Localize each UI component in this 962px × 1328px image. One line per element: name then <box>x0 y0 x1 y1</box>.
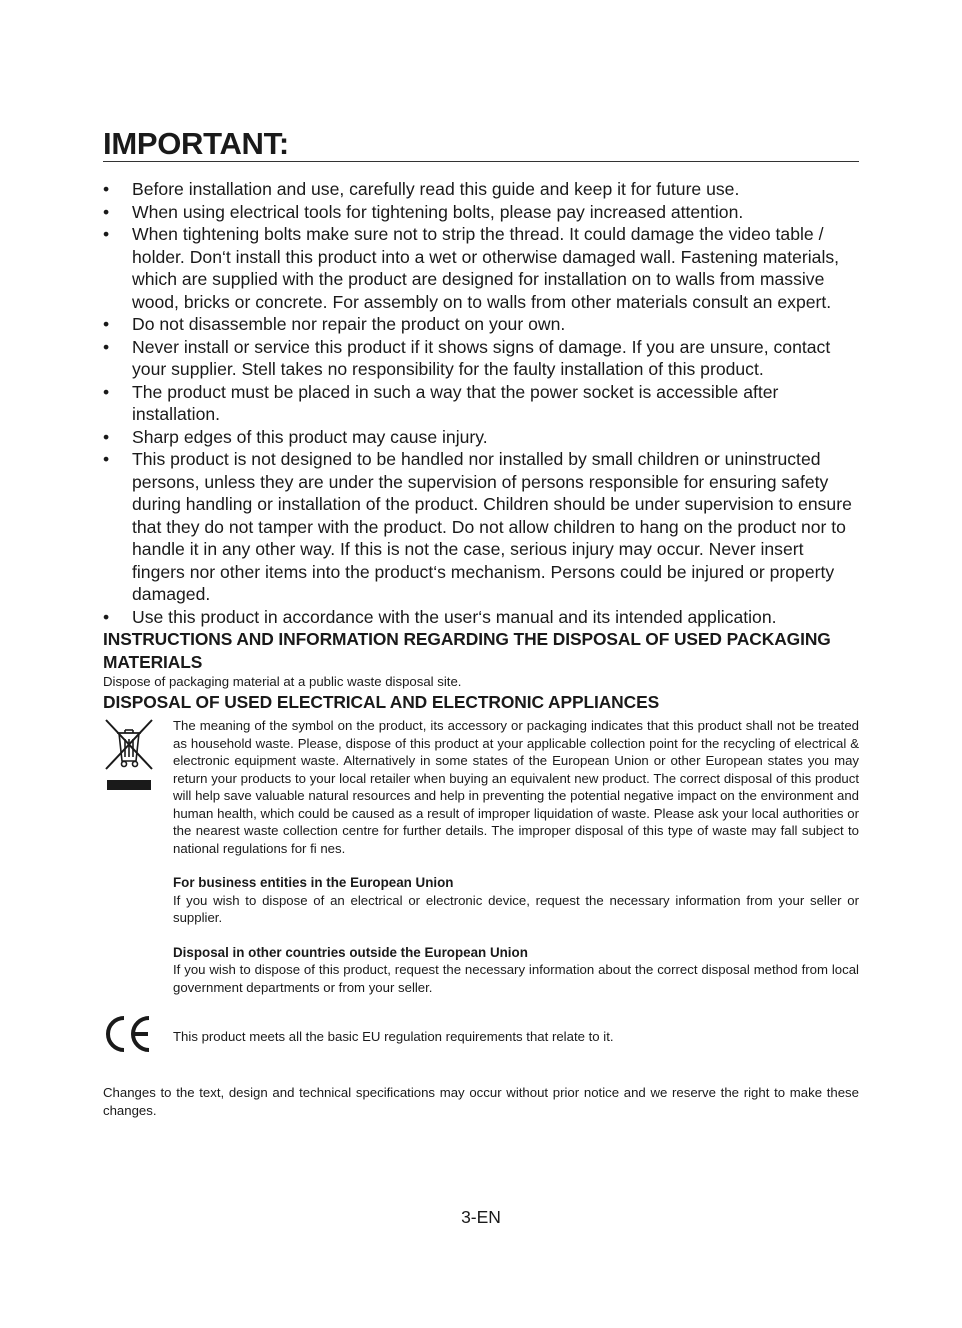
page-number: 3-EN <box>461 1207 501 1227</box>
page-title: IMPORTANT: <box>103 127 859 162</box>
important-list <box>103 178 859 628</box>
packaging-text: Dispose of packaging material at a public waste disposal site. <box>103 674 462 689</box>
packaging-heading: INSTRUCTIONS AND INFORMATION REGARDING THE DISPOSAL OF USED PACKAGING MATERIALS <box>103 629 831 672</box>
business-heading: For business entities in the European Union <box>173 875 454 890</box>
list-item: • Before installation and use, carefully read this guide and keep it for future use. <box>103 179 740 199</box>
changes-notice: Changes to the text, design and technical specifications may occur without prior notice and we reserve the right to make these changes. <box>103 1085 859 1118</box>
list-item: • When using electrical tools for tightening bolts, please pay increased attention. <box>103 201 744 222</box>
business-text: If you wish to dispose of an electrical or electronic device, request the necessary information from your seller or supplier. <box>173 892 859 925</box>
ce-section <box>103 1014 859 1059</box>
ce-text: This product meets all the basic EU regulation requirements that relate to it. <box>173 1028 614 1044</box>
crossed-bin-icon <box>103 717 173 996</box>
other-countries-heading: Disposal in other countries outside the European Union <box>173 944 528 960</box>
list-item: • When tightening bolts make sure not to strip the thread. It could damage the video table / holder. Don‘t install this product into a wet or otherwise damaged wall. Fastening materials, which are supplied with the product are designed for installation on to walls from massive wood, bricks or concrete. For assembly on to walls from other materials consult an expert. <box>103 224 840 312</box>
list-item: • Never install or service this product if it shows signs of damage. If you are unsure, contact your supplier. Stell takes no responsibility for the faulty installation of this product. <box>103 336 831 379</box>
weee-text: The meaning of the symbol on the product, its accessory or packaging indicates that this product shall not be treated as household waste. Please, dispose of this product at your applicable collection point for the recycling of electrical & electronic equipment waste. Alternatively in some states of the European Union or other European states you may return your products to your local retailer when buying an equivalent new product. The correct disposal of this product will help save valuable natural resources and help in preventing the potential negative impact on the environment and human health, which could be caused as a result of improper liquidation of waste. Please ask your local authorities or the nearest waste collection centre for further details. The improper disposal of this type of waste may fall subject to national regulations for fi nes. <box>173 718 859 856</box>
list-item: • This product is not designed to be handled nor installed by small children or uninstructed persons, unless they are under the supervision of persons responsible for ensuring safety during handling or installation of the product. Children should be under supervision to ensure that they do not tamper with the product. Do not allow children to hang on the product nor to handle it in any other way. If this is not the case, serious injury may occur. Never insert fingers nor other items into the product‘s mechanism. Persons could be injured or property damaged. <box>103 449 852 604</box>
weee-section <box>103 717 859 996</box>
other-countries-text: If you wish to dispose of this product, request the necessary information about the correct disposal method from local government departments or from your seller. <box>173 962 859 995</box>
list-item: • The product must be placed in such a way that the power socket is accessible after installation. <box>103 381 779 424</box>
weee-heading: DISPOSAL OF USED ELECTRICAL AND ELECTRONIC APPLIANCES <box>103 691 660 712</box>
weee-body <box>173 717 859 996</box>
ce-mark-icon <box>103 1014 173 1059</box>
document-page <box>103 127 859 1119</box>
list-item: • Do not disassemble nor repair the product on your own. <box>103 314 566 334</box>
list-item: • Use this product in accordance with the user‘s manual and its intended application. <box>103 606 777 627</box>
list-item: • Sharp edges of this product may cause injury. <box>103 426 488 447</box>
